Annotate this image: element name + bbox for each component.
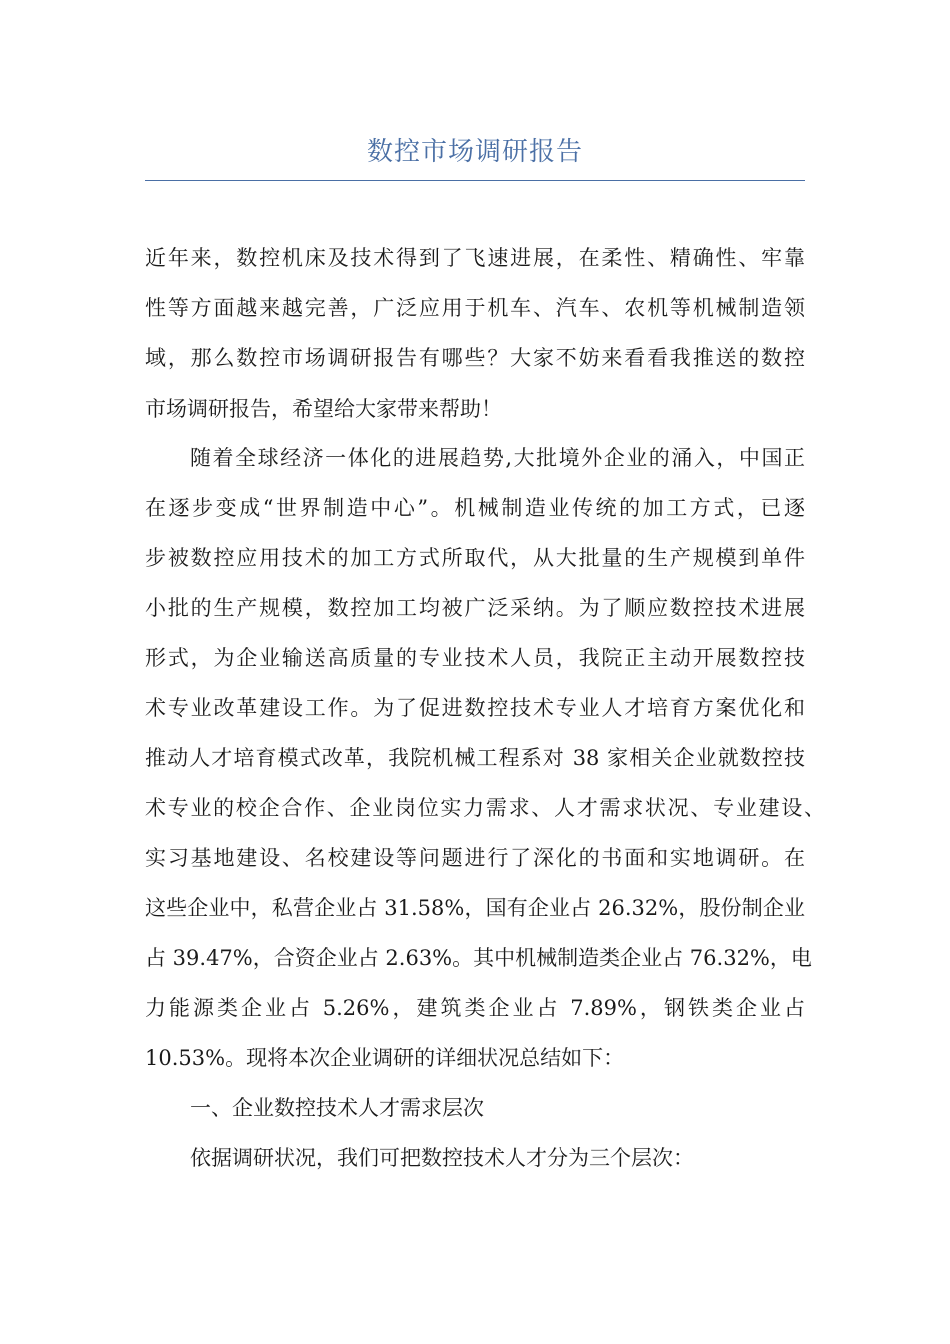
paragraph-line: 占 39.47%，合资企业占 2.63%。其中机械制造类企业占 76.32%，电 — [145, 946, 812, 970]
paragraph-line: 市场调研报告，希望给大家带来帮助！ — [145, 397, 502, 421]
paragraph-line: 随着全球经济一体化的进展趋势,大批境外企业的涌入，中国正 — [190, 446, 805, 470]
paragraph-line: 实习基地建设、名校建设等问题进行了深化的书面和实地调研。在 — [145, 846, 805, 870]
paragraph-line: 力能源类企业占 5.26%，建筑类企业占 7.89%，钢铁类企业占 — [145, 996, 805, 1020]
paragraph-line: 这些企业中，私营企业占 31.58%，国有企业占 26.32%，股份制企业 — [145, 896, 805, 920]
paragraph-line: 术专业的校企合作、企业岗位实力需求、人才需求状况、专业建设、 — [145, 796, 825, 820]
section-heading: 一、企业数控技术人才需求层次 — [190, 1096, 484, 1120]
paragraph-line: 形式，为企业输送高质量的专业技术人员，我院正主动开展数控技 — [145, 646, 805, 670]
paragraph-line: 性等方面越来越完善，广泛应用于机车、汽车、农机等机械制造领 — [145, 296, 805, 320]
document-title: 数控市场调研报告 — [366, 137, 583, 167]
paragraph-line: 小批的生产规模，数控加工均被广泛采纳。为了顺应数控技术进展 — [145, 596, 805, 620]
title-underline — [145, 180, 805, 181]
paragraph-line: 近年来，数控机床及技术得到了飞速进展，在柔性、精确性、牢靠 — [145, 246, 805, 270]
paragraph-line: 推动人才培育模式改革，我院机械工程系对 38 家相关企业就数控技 — [145, 746, 805, 770]
paragraph-line: 依据调研状况，我们可把数控技术人才分为三个层次： — [190, 1146, 694, 1170]
paragraph-line: 步被数控应用技术的加工方式所取代，从大批量的生产规模到单件 — [145, 546, 805, 570]
paragraph-line: 术专业改革建设工作。为了促进数控技术专业人才培育方案优化和 — [145, 696, 805, 720]
paragraph-line: 域，那么数控市场调研报告有哪些？大家不妨来看看我推送的数控 — [145, 346, 805, 370]
paragraph-line: 在逐步变成“世界制造中心”。机械制造业传统的加工方式，已逐 — [145, 496, 805, 520]
paragraph-line: 10.53%。现将本次企业调研的详细状况总结如下： — [145, 1046, 625, 1070]
